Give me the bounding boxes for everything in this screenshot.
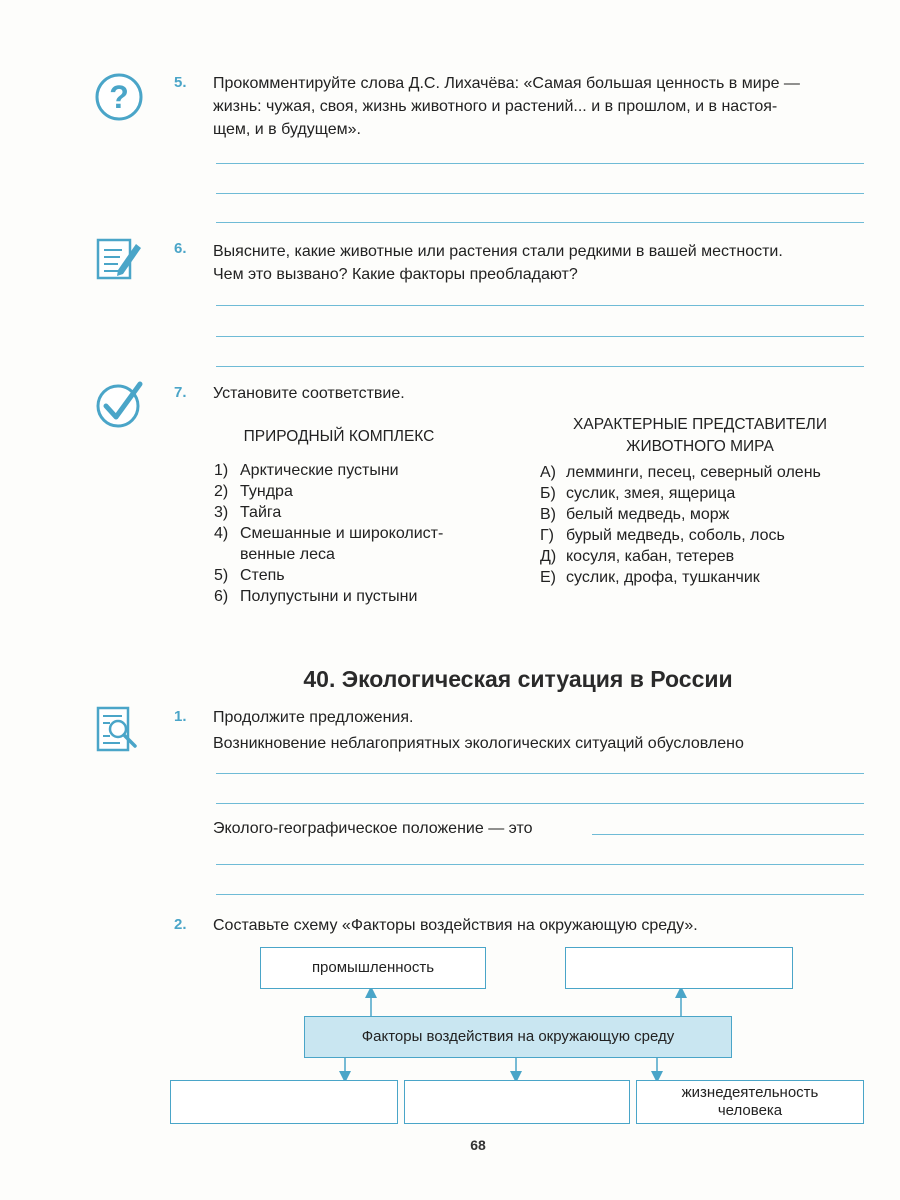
item-key: Б) xyxy=(540,485,556,502)
item-label: Арктические пустыни xyxy=(240,462,399,479)
item-key: Е) xyxy=(540,569,556,586)
item-key: Г) xyxy=(540,527,554,544)
box-line2: человека xyxy=(717,1102,783,1119)
item-key: 6) xyxy=(214,588,229,605)
q5-line1: Прокомментируйте слова Д.С. Лихачёва: «Самая большая ценность в мире — xyxy=(213,75,800,92)
item-label: Смешанные и широколист- xyxy=(240,525,444,542)
q7-right-header-line2: ЖИВОТНОГО МИРА xyxy=(626,438,774,455)
section-title: 40. Экологическая ситуация в России xyxy=(303,666,733,692)
q5-number: 5. xyxy=(174,74,187,91)
scheme-box-top-left[interactable]: промышленность xyxy=(260,947,486,989)
svg-text:?: ? xyxy=(109,79,129,115)
item-label: бурый медведь, соболь, лось xyxy=(566,527,785,544)
q7-text: Установите соответствие. xyxy=(213,385,405,402)
item-label: Полупустыни и пустыни xyxy=(240,588,418,605)
s1-sentence2: Эколого-географическое положение — это xyxy=(213,820,533,837)
q7-right-header-line1: ХАРАКТЕРНЫЕ ПРЕДСТАВИТЕЛИ xyxy=(573,416,827,433)
item-key: 3) xyxy=(214,504,229,521)
q7-number: 7. xyxy=(174,384,187,401)
item-label: суслик, дрофа, тушканчик xyxy=(566,569,760,586)
item-key: А) xyxy=(540,464,556,481)
item-key: 1) xyxy=(214,462,229,479)
item-label: Тундра xyxy=(240,483,293,500)
item-label: косуля, кабан, тетерев xyxy=(566,548,735,565)
page-number: 68 xyxy=(470,1137,486,1153)
q6-line1: Выясните, какие животные или растения стали редкими в вашей местности. xyxy=(213,243,783,260)
s2-number: 2. xyxy=(174,916,187,933)
s1-text: Продолжите предложения. xyxy=(213,709,414,726)
q5-line3: щем, и в будущем». xyxy=(213,121,361,138)
s2-text: Составьте схему «Факторы воздействия на окружающую среду». xyxy=(213,917,698,934)
item-label: белый медведь, морж xyxy=(566,506,730,523)
q7-left-header: ПРИРОДНЫЙ КОМПЛЕКС xyxy=(243,428,435,445)
item-key: В) xyxy=(540,506,556,523)
q5-line2: жизнь: чужая, своя, жизнь животного и растений... и в прошлом, и в настоя- xyxy=(213,98,778,115)
s1-sentence1: Возникновение неблагоприятных экологических ситуаций обусловлено xyxy=(213,735,744,752)
item-label: венные леса xyxy=(240,546,335,563)
item-label: Степь xyxy=(240,567,285,584)
item-key: 5) xyxy=(214,567,229,584)
q6-line2: Чем это вызвано? Какие факторы преобладают? xyxy=(213,266,578,283)
item-key: 4) xyxy=(214,525,229,542)
scheme-box-center: Факторы воздействия на окружающую среду xyxy=(304,1016,732,1058)
scheme-box-bottom-right[interactable] xyxy=(636,1080,864,1124)
scheme-box-top-right[interactable] xyxy=(565,947,793,989)
item-label: лемминги, песец, северный олень xyxy=(566,464,821,481)
item-label: суслик, змея, ящерица xyxy=(566,485,736,502)
scheme-box-bottom-left[interactable] xyxy=(170,1080,398,1124)
s1-number: 1. xyxy=(174,708,187,725)
q6-number: 6. xyxy=(174,240,187,257)
scheme-box-bottom-mid[interactable] xyxy=(404,1080,630,1124)
item-key: 2) xyxy=(214,483,229,500)
item-label: Тайга xyxy=(240,504,282,521)
box-line1: жизнедеятельность xyxy=(681,1084,819,1101)
item-key: Д) xyxy=(540,548,557,565)
